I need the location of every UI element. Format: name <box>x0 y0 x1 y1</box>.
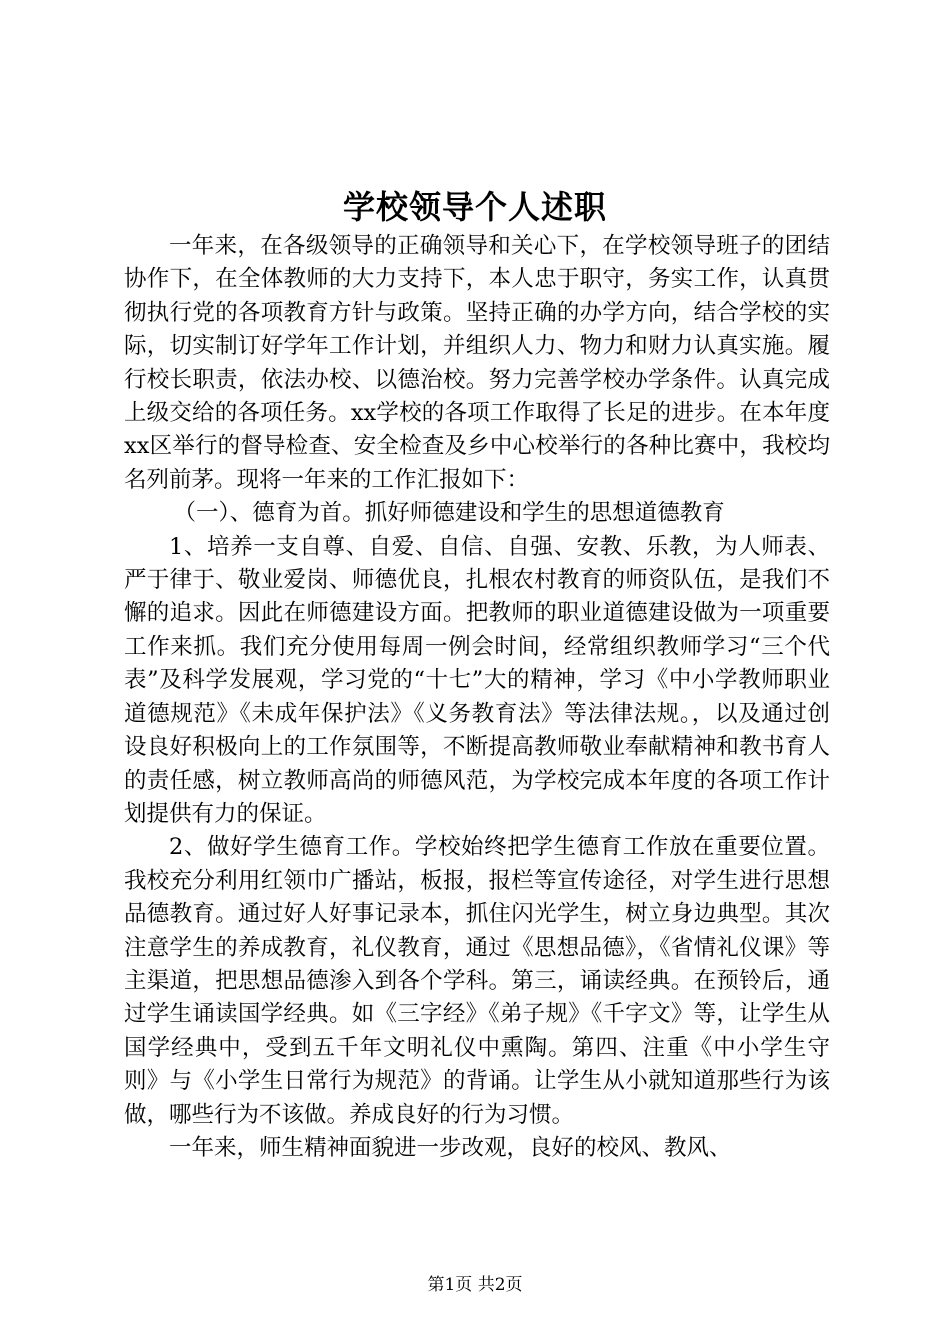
paragraph-teacher-ethics: 1、培养一支自尊、自爱、自信、自强、安教、乐教，为人师表、严于律于、敬业爱岗、师德优良，扎根农村教育的师资队伍，是我们不懈的追求。因此在师德建设方面。把教师的职业道德建设做为一项重要工作来抓。我们充分使用每周一例会时间，经常组织教师学习“三个代表”及科学发展观，学习党的“十七”大的精神，学习《中小学教师职业道德规范》《未成年保护法》《义务教育法》等法律法规。，以及通过创设良好积极向上的工作氛围等，不断提高教师敬业奉献精神和教书育人的责任感，树立教师高尚的师德风范，为学校完成本年度的各项工作计划提供有力的保证。 <box>124 533 830 827</box>
paragraph-intro: 一年来，在各级领导的正确领导和关心下，在学校领导班子的团结协作下，在全体教师的大力支持下，本人忠于职守，务实工作，认真贯彻执行党的各项教育方针与政策。坚持正确的办学方向，结合学校的实际，切实制订好学年工作计划，并组织人力、物力和财力认真实施。履行校长职责，依法办校、以德治校。努力完善学校办学条件。认真完成上级交给的各项任务。xx学校的各项工作取得了长足的进步。在本年度xx区举行的督导检查、安全检查及乡中心校举行的各种比赛中，我校均名列前茅。现将一年来的工作汇报如下： <box>124 233 830 493</box>
document-title: 学校领导个人述职 <box>342 188 607 226</box>
paragraph-summary: 一年来，师生精神面貌进一步改观，良好的校风、教风、 <box>169 1134 732 1161</box>
paragraph-student-moral-work: 2、做好学生德育工作。学校始终把学生德育工作放在重要位置。我校充分利用红领巾广播站，板报，报栏等宣传途径，对学生进行思想品德教育。通过好人好事记录本，抓住闪光学生，树立身边典型。其次注意学生的养成教育，礼仪教育，通过《思想品德》，《省情礼仪课》等主渠道，把思想品德渗入到各个学科。第三，诵读经典。在预铃后，通过学生诵读国学经典。如《三字经》《弟子规》《千字文》等，让学生从国学经典中，受到五千年文明礼仪中熏陶。第四、注重《中小学生守则》与《小学生日常行为规范》的背诵。让学生从小就知道那些行为该做，哪些行为不该做。养成良好的行为习惯。 <box>124 834 830 1128</box>
section-heading-moral-education: （一）、德育为首。抓好师德建设和学生的思想道德教育 <box>173 500 725 527</box>
document-body <box>124 230 830 1165</box>
page-number-footer: 第1页 共2页 <box>427 1275 523 1295</box>
